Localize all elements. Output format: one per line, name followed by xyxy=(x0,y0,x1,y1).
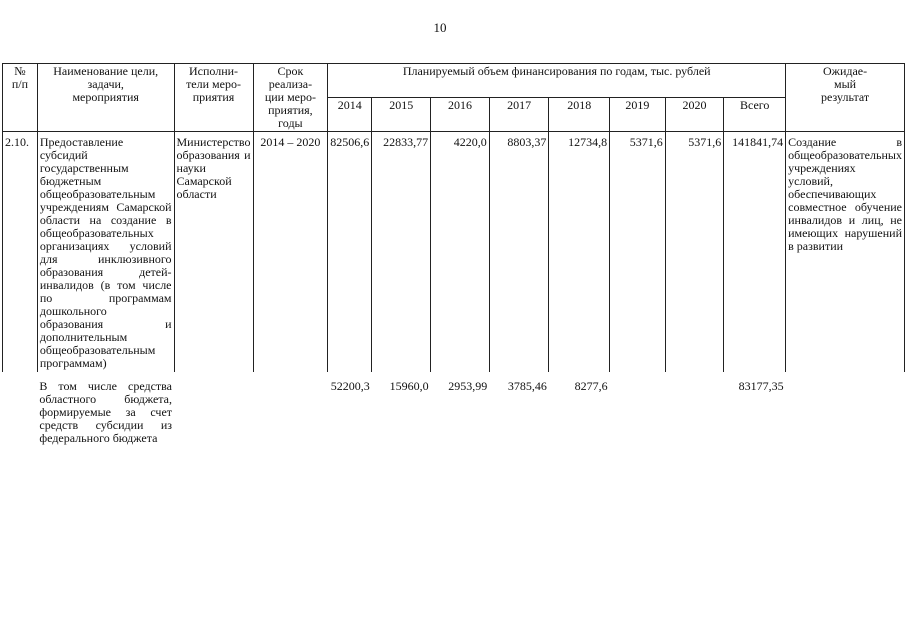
row-term: 2014 – 2020 xyxy=(253,132,328,373)
value-cell: 15960,0 xyxy=(389,379,429,393)
table-row xyxy=(3,372,905,462)
header-total: Всего xyxy=(724,98,786,132)
value-cell xyxy=(665,372,724,462)
header-year: 2015 xyxy=(372,98,431,132)
value-cell: 8803,37 xyxy=(489,132,549,373)
header-result: Ожидае- мый результат xyxy=(786,64,905,132)
header-year: 2016 xyxy=(431,98,490,132)
total-cell: 141841,74 xyxy=(724,132,786,373)
value-cell: 52200,3 xyxy=(330,379,370,393)
row-name: Предоставление субсидий государственным бюджетным общеобразовательным учреждениям Самарской области на создание в общеобразовательных организациях условий для инклюзивного образования детей-инвалидов (в том числе по программам дошкольного образования и дополнительным общеобразовательным программам) xyxy=(37,132,174,373)
header-name: Наименование цели, задачи, мероприятия xyxy=(37,64,174,132)
header-num: № п/п xyxy=(3,64,38,132)
row-executors: Министерство образования и науки Самарской области xyxy=(174,132,253,373)
row-number: 2.10. xyxy=(3,132,38,373)
page-number: 10 xyxy=(433,20,447,35)
value-cell: 82506,6 xyxy=(328,132,372,373)
table-row xyxy=(3,132,905,373)
value-cell: 3785,46 xyxy=(507,379,547,393)
header-year: 2017 xyxy=(489,98,549,132)
value-cell: 4220,0 xyxy=(431,132,490,373)
empty-cell xyxy=(253,372,328,462)
value-cell xyxy=(610,372,666,462)
value-cell: 5371,6 xyxy=(665,132,724,373)
value-cell: 12734,8 xyxy=(549,132,610,373)
total-cell: 83177,35 xyxy=(738,379,784,393)
header-row xyxy=(3,64,905,98)
header-year: 2020 xyxy=(665,98,724,132)
value-cell: 22833,77 xyxy=(372,132,431,373)
empty-cell xyxy=(174,372,253,462)
empty-cell xyxy=(3,372,38,462)
header-term: Срок реализа- ции меро- приятия, годы xyxy=(253,64,328,132)
header-year: 2018 xyxy=(549,98,610,132)
financing-table xyxy=(2,63,905,462)
empty-cell xyxy=(786,372,905,462)
header-financing: Планируемый объем финансирования по годам, тыс. рублей xyxy=(328,64,786,98)
header-year: 2014 xyxy=(328,98,372,132)
value-cell: 2953,99 xyxy=(448,379,488,393)
header-year: 2019 xyxy=(610,98,666,132)
value-cell: 5371,6 xyxy=(610,132,666,373)
header-executors: Исполни- тели меро- приятия xyxy=(174,64,253,132)
row-result: Создание в общеобразовательных учреждениях условий, обеспечивающих совместное обучение инвалидов и лиц, не имеющих нарушений в развитии xyxy=(786,132,905,373)
value-cell: 8277,6 xyxy=(574,379,608,393)
row-name: В том числе средства областного бюджета, формируемые за счет средств субсидии из федерального бюджета xyxy=(39,379,173,445)
